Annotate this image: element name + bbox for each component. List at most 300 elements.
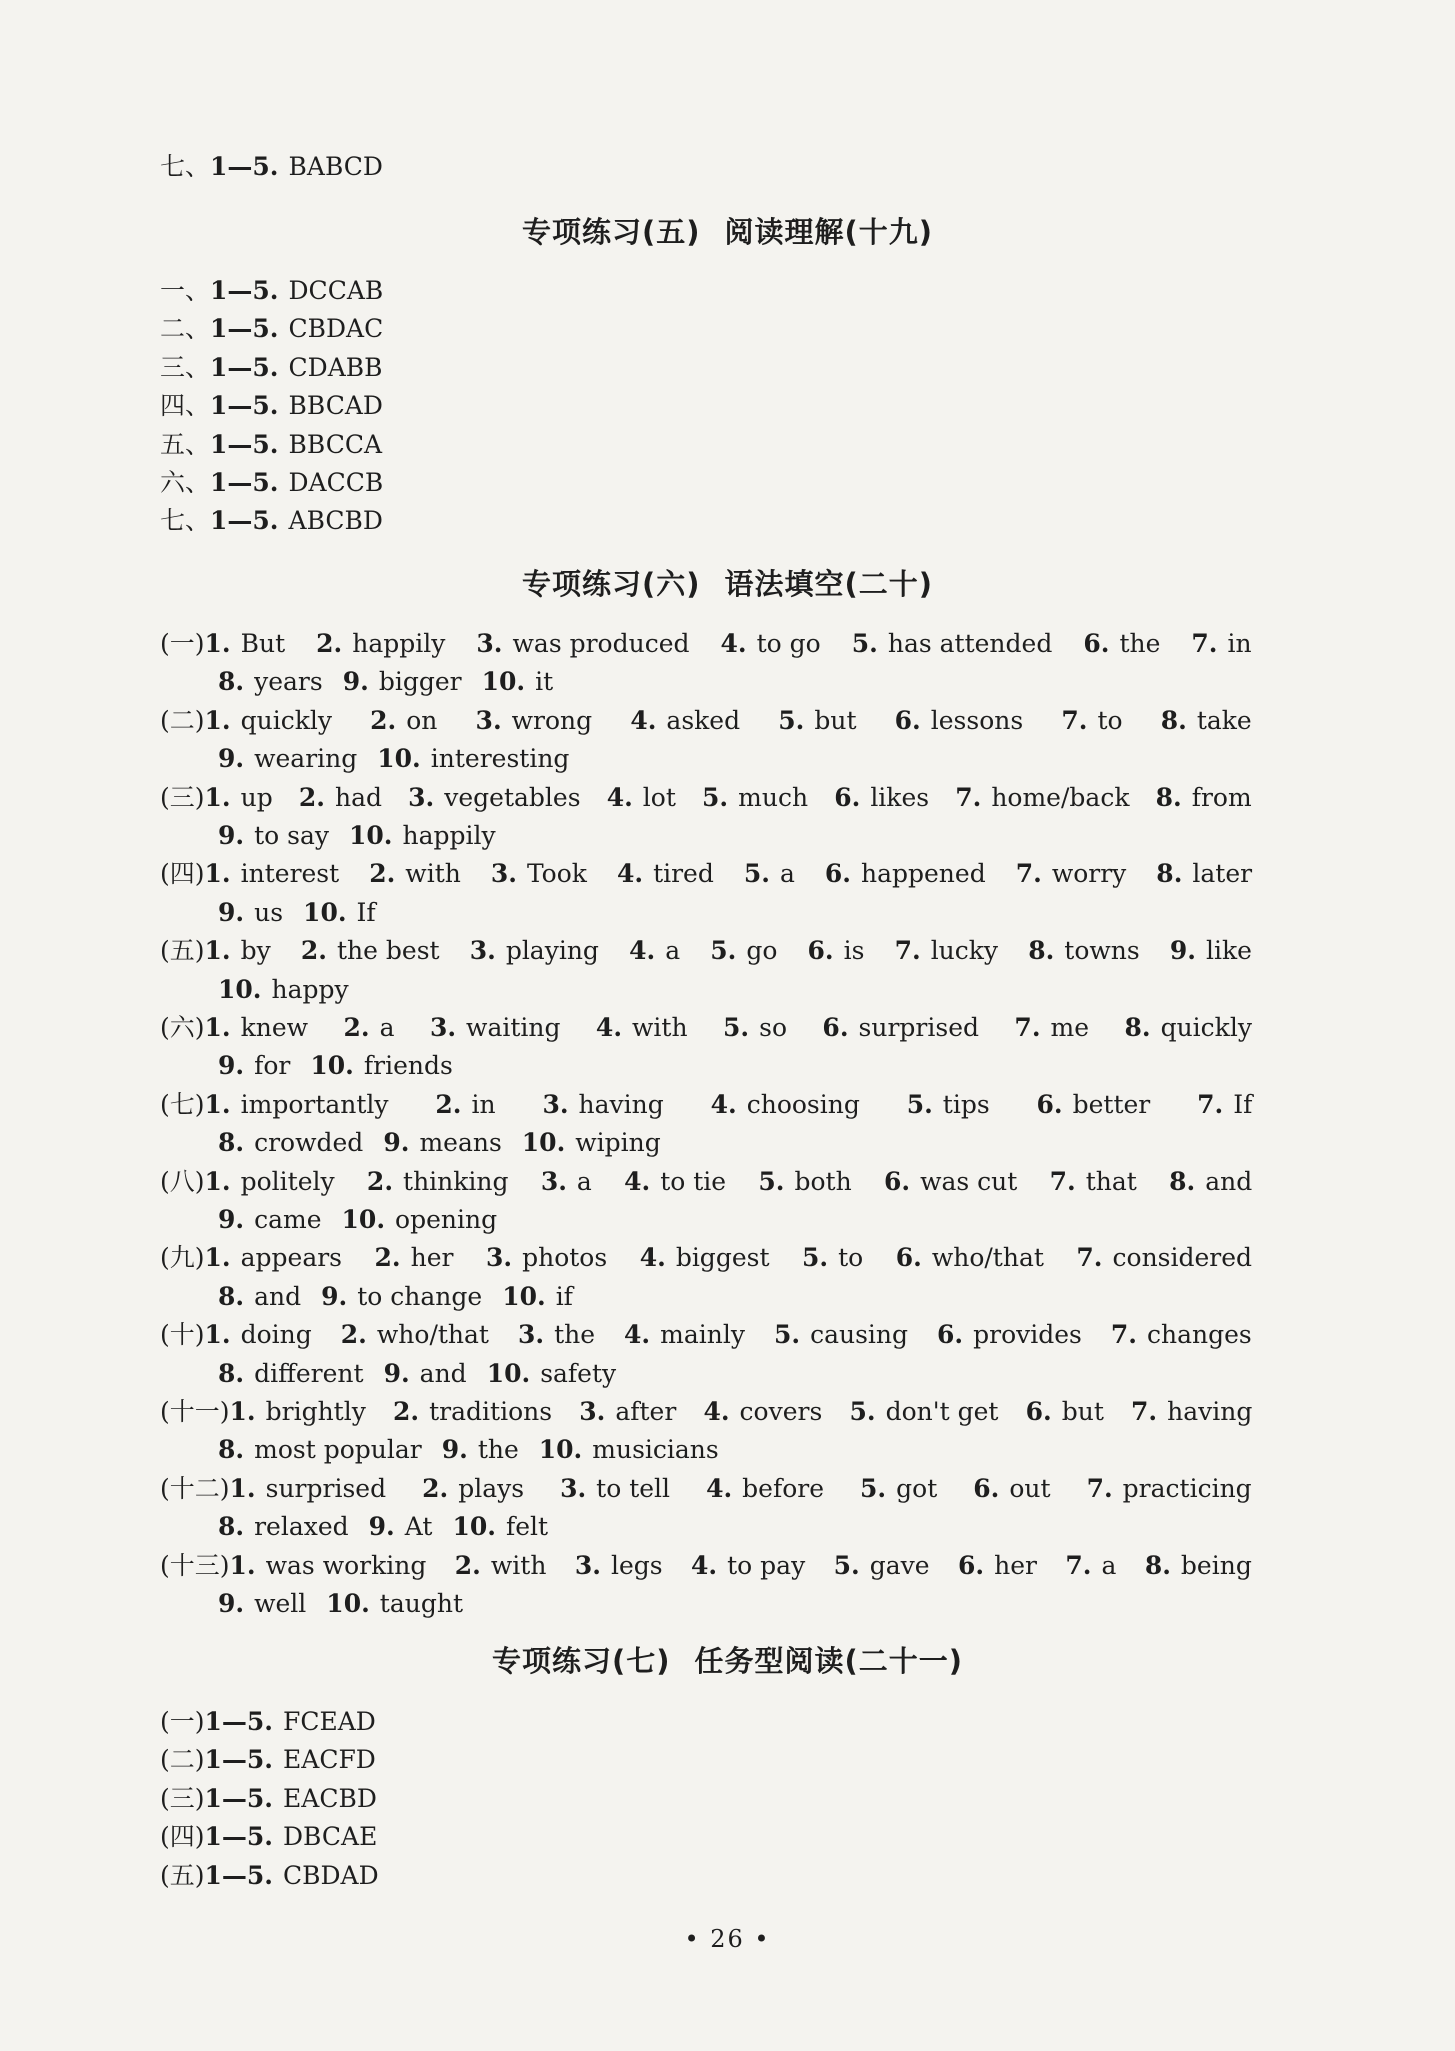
item-number: 4.	[720, 629, 747, 658]
item-answer: got	[896, 1473, 938, 1503]
item-answer: relaxed	[254, 1512, 349, 1542]
answer-item	[383, 1128, 501, 1157]
answer: BBCCA	[288, 429, 383, 459]
answer-line	[218, 740, 589, 778]
answer-line	[160, 1547, 1272, 1585]
answer-item	[205, 859, 340, 888]
item-answer: happy	[271, 974, 349, 1004]
item-number: 9.	[218, 821, 245, 850]
item-answer: to	[1097, 705, 1123, 735]
item-number: 3.	[408, 782, 435, 812]
item-answer: in	[471, 1089, 496, 1119]
answer-item	[205, 1090, 389, 1119]
answer-item	[218, 1205, 322, 1234]
item-number: 8.	[1144, 1550, 1171, 1580]
answer-item	[205, 1243, 343, 1272]
answer-item	[895, 706, 1024, 735]
item-number: 8.	[1124, 1013, 1151, 1042]
answer-line	[160, 502, 383, 540]
answer-item	[341, 1320, 489, 1349]
item-answer: to say	[254, 821, 330, 850]
answer: DACCB	[288, 468, 384, 497]
answer-item	[1169, 1167, 1252, 1196]
item-answer: doing	[240, 1320, 312, 1350]
item-number: 4.	[595, 1013, 623, 1042]
item-number: 3.	[540, 1166, 567, 1196]
item-number: 6.	[1083, 629, 1110, 658]
item-answer: home/back	[991, 782, 1130, 812]
answer-item	[907, 1090, 990, 1119]
item-number: 6.	[883, 1166, 911, 1196]
item-number: 6.	[937, 1320, 964, 1350]
item-number: 8.	[1156, 859, 1183, 889]
answer: ABCBD	[288, 506, 383, 536]
item-number: 3.	[574, 1550, 601, 1580]
item-number: 1.	[204, 782, 231, 812]
answer-item	[691, 1551, 805, 1580]
item-answer: brightly	[265, 1397, 366, 1426]
item-answer: likes	[870, 782, 930, 812]
item-number: 2.	[422, 1473, 449, 1503]
answer-item	[711, 1090, 860, 1119]
group-label: (四)	[160, 859, 205, 889]
item-number: 5.	[758, 1166, 785, 1196]
line-label: 四、	[160, 391, 211, 421]
line-label: 三、	[160, 352, 211, 382]
answer-item	[205, 1320, 312, 1349]
item-number: 7.	[1065, 1550, 1092, 1580]
item-answer: with	[490, 1550, 547, 1580]
item-number: 3.	[560, 1473, 587, 1503]
answer-line	[218, 1508, 568, 1546]
item-number: 7.	[1191, 629, 1218, 658]
item-number: 5.	[849, 1397, 876, 1426]
range: 1—5.	[210, 314, 279, 344]
answer-item	[1131, 1397, 1252, 1426]
item-answer: the best	[337, 936, 440, 966]
item-answer: If	[356, 897, 376, 927]
group-label: (十三)	[160, 1550, 230, 1580]
answer-line	[160, 1741, 376, 1779]
answer-item	[349, 821, 496, 850]
item-answer: wrong	[511, 705, 593, 735]
item-answer: plays	[458, 1473, 525, 1503]
answer-line	[160, 779, 1272, 817]
item-number: 6.	[895, 1243, 922, 1273]
answer: CBDAD	[283, 1860, 379, 1890]
answer-item	[518, 1320, 595, 1349]
item-number: 10.	[521, 1128, 566, 1158]
answer-item	[774, 1320, 908, 1349]
item-answer: happily	[402, 821, 496, 850]
range: 1—5.	[210, 468, 279, 497]
item-answer: gave	[869, 1550, 930, 1580]
item-number: 10.	[303, 897, 347, 927]
item-number: 10.	[349, 821, 393, 850]
answer: FCEAD	[283, 1707, 376, 1736]
answer-item	[617, 859, 714, 888]
answer-item	[218, 1128, 363, 1157]
item-number: 10.	[341, 1205, 386, 1234]
item-answer: that	[1085, 1166, 1137, 1196]
answer-item	[896, 1243, 1044, 1272]
answer-item	[393, 1397, 552, 1426]
answer-line	[218, 1278, 593, 1316]
item-number: 7.	[1110, 1320, 1137, 1350]
answer-item	[1145, 1551, 1252, 1580]
item-number: 2.	[374, 1243, 401, 1273]
item-number: 8.	[1028, 936, 1055, 966]
answer-item	[344, 1013, 395, 1042]
item-answer: waiting	[466, 1013, 561, 1042]
answer-item	[491, 859, 587, 888]
item-number: 2.	[343, 1013, 370, 1042]
item-number: 7.	[894, 936, 921, 966]
item-answer: so	[759, 1013, 787, 1042]
item-number: 1.	[204, 859, 231, 889]
answer-line	[160, 426, 382, 464]
item-answer: quickly	[240, 705, 332, 735]
answer-item	[476, 629, 689, 658]
answer-item	[758, 1167, 851, 1196]
item-answer: to tie	[660, 1166, 727, 1196]
item-answer: wearing	[254, 744, 358, 774]
answer: BABCD	[288, 152, 383, 181]
item-number: 4.	[691, 1550, 718, 1580]
answer-item	[205, 1013, 309, 1042]
answer-item	[1050, 1167, 1137, 1196]
item-answer: choosing	[746, 1089, 860, 1119]
item-answer: biggest	[675, 1243, 770, 1273]
answer-line	[218, 663, 573, 701]
item-answer: who/that	[376, 1320, 489, 1350]
item-number: 7.	[1014, 1013, 1041, 1042]
answer-item	[1028, 936, 1140, 965]
item-number: 9.	[368, 1512, 395, 1542]
item-answer: a	[1101, 1550, 1117, 1580]
item-answer: the	[1119, 629, 1161, 658]
item-answer: having	[578, 1089, 664, 1119]
answer-item	[822, 1013, 979, 1042]
item-answer: in	[1227, 629, 1252, 658]
item-answer: with	[632, 1013, 688, 1042]
item-answer: photos	[522, 1243, 608, 1273]
item-number: 2.	[300, 936, 327, 966]
answer-line	[160, 1163, 1272, 1201]
item-answer: causing	[810, 1320, 909, 1350]
answer-item	[455, 1551, 547, 1580]
item-number: 1.	[204, 936, 231, 966]
item-number: 1.	[229, 1397, 256, 1426]
item-number: 6.	[957, 1550, 985, 1580]
item-answer: much	[738, 782, 809, 812]
answer-item	[703, 1397, 822, 1426]
item-number: 2.	[298, 782, 325, 812]
item-number: 6.	[1025, 1397, 1052, 1426]
item-answer: by	[240, 936, 271, 966]
item-number: 5.	[710, 936, 737, 966]
answer-item	[973, 1474, 1050, 1503]
item-number: 1.	[229, 1550, 256, 1580]
answer-item	[370, 706, 437, 735]
answer-item	[230, 1474, 387, 1503]
item-number: 7.	[1015, 859, 1042, 889]
item-answer: most popular	[254, 1435, 422, 1465]
item-number: 9.	[218, 897, 245, 927]
answer: DBCAE	[283, 1822, 378, 1852]
answer-line	[160, 349, 383, 387]
line-label: 二、	[160, 314, 211, 344]
item-number: 9.	[218, 744, 245, 774]
item-answer: musicians	[592, 1435, 719, 1465]
item-number: 3.	[476, 629, 503, 658]
item-number: 7.	[1086, 1473, 1113, 1503]
range: 1—5.	[204, 1745, 274, 1775]
answer-item	[825, 859, 986, 888]
item-answer: At	[404, 1512, 433, 1542]
item-answer: her	[994, 1550, 1037, 1580]
item-number: 5.	[743, 859, 770, 889]
answer-item	[482, 667, 554, 696]
item-answer: opening	[395, 1205, 498, 1234]
range: 1—5.	[210, 276, 279, 305]
answer-line	[160, 272, 383, 310]
item-answer: changes	[1147, 1320, 1252, 1350]
item-answer: the	[477, 1435, 519, 1465]
answer: CBDAC	[288, 314, 384, 344]
item-answer: safety	[540, 1358, 617, 1388]
item-answer: happened	[860, 859, 986, 889]
item-number: 4.	[606, 782, 633, 812]
answer-item	[303, 898, 376, 927]
section-title: 专项练习(七) 任务型阅读(二十一)	[491, 1644, 964, 1678]
answer-item	[218, 1359, 364, 1388]
answer-item	[375, 1243, 454, 1272]
answer-item	[624, 1167, 726, 1196]
item-number: 3.	[469, 936, 496, 966]
answer-line	[160, 1239, 1272, 1277]
answer-line	[160, 1703, 376, 1741]
answer-item	[895, 936, 998, 965]
item-answer: If	[1233, 1089, 1253, 1119]
item-number: 6.	[824, 859, 851, 889]
range: 1—5.	[204, 1822, 274, 1852]
item-answer: it	[535, 667, 554, 697]
group-label: (六)	[160, 1013, 205, 1042]
answer-item	[834, 783, 929, 812]
answer-item	[218, 1282, 301, 1311]
item-answer: surprised	[265, 1473, 387, 1503]
item-answer: covers	[739, 1397, 823, 1426]
item-answer: means	[419, 1128, 502, 1158]
line-label: (三)	[160, 1783, 205, 1813]
answer-item	[937, 1320, 1082, 1349]
item-number: 1.	[204, 629, 231, 658]
answer-item	[852, 629, 1053, 658]
item-answer: tips	[942, 1089, 990, 1119]
answer-item	[435, 1090, 495, 1119]
item-number: 1.	[204, 1320, 231, 1350]
item-answer: later	[1192, 859, 1253, 889]
item-answer: mainly	[660, 1320, 745, 1350]
answer-item	[476, 706, 593, 735]
answer-line	[160, 855, 1272, 893]
item-answer: thinking	[403, 1166, 509, 1196]
range: 1—5.	[210, 391, 279, 421]
item-number: 9.	[383, 1128, 410, 1158]
item-answer: with	[405, 859, 461, 889]
item-answer: lot	[642, 782, 676, 812]
item-number: 3.	[542, 1089, 569, 1119]
item-answer: up	[240, 782, 273, 812]
item-answer: after	[615, 1397, 677, 1426]
group-label: (五)	[160, 936, 205, 966]
item-number: 8.	[218, 1281, 245, 1311]
answer-item	[1156, 783, 1252, 812]
item-answer: happily	[352, 629, 446, 658]
group-label: (十)	[160, 1320, 205, 1350]
item-answer: Took	[526, 859, 587, 889]
answer-item	[849, 1397, 998, 1426]
answer-item	[706, 1474, 824, 1503]
answer-line	[160, 1393, 1272, 1431]
answer-item	[860, 1474, 937, 1503]
answer-item	[1083, 629, 1160, 658]
answer-item	[316, 629, 445, 658]
answer-line	[218, 894, 396, 932]
answer-item	[442, 1435, 519, 1464]
item-answer: provides	[973, 1320, 1082, 1350]
line-label: (五)	[160, 1860, 205, 1890]
answer-item	[369, 859, 461, 888]
answer-item	[539, 1435, 719, 1464]
answer-item	[218, 898, 283, 927]
answer-item	[560, 1474, 670, 1503]
item-answer: before	[742, 1473, 825, 1503]
answer-line	[160, 387, 383, 425]
item-number: 1.	[229, 1473, 256, 1503]
answer-item	[1016, 859, 1127, 888]
answer-item	[723, 1013, 787, 1042]
item-answer: was working	[265, 1550, 427, 1580]
answer-line	[218, 1355, 636, 1393]
item-number: 2.	[340, 1320, 367, 1350]
answer-line	[160, 310, 383, 348]
item-answer: if	[555, 1281, 573, 1311]
answer-item	[487, 1359, 616, 1388]
item-number: 4.	[629, 936, 656, 966]
answer-item	[808, 936, 865, 965]
answer-item	[522, 1128, 661, 1157]
item-answer: came	[254, 1205, 322, 1234]
range: 1—5.	[210, 152, 279, 181]
answer-item	[218, 1051, 290, 1080]
answer-item	[218, 821, 329, 850]
answer-item	[218, 667, 323, 696]
page-number: • 26 •	[684, 1925, 771, 1953]
item-number: 3.	[517, 1320, 545, 1350]
item-answer: crowded	[254, 1128, 364, 1158]
answer-item	[624, 1320, 745, 1349]
item-number: 3.	[490, 859, 517, 889]
answer-item	[218, 1435, 422, 1464]
answer-item	[834, 1551, 930, 1580]
answer: DCCAB	[288, 276, 384, 305]
answer-item	[1087, 1474, 1252, 1503]
range: 1—5.	[204, 1707, 274, 1736]
item-number: 9.	[218, 1589, 245, 1618]
item-number: 1.	[204, 1166, 231, 1196]
range: 1—5.	[210, 506, 279, 536]
item-number: 9.	[1169, 936, 1196, 966]
answer-line	[218, 817, 516, 855]
item-answer: vegetables	[444, 782, 581, 812]
answer-item	[367, 1167, 509, 1196]
answer-line	[160, 932, 1272, 970]
item-answer: quickly	[1160, 1013, 1252, 1042]
item-number: 9.	[218, 1051, 245, 1081]
answer-line	[160, 1780, 377, 1818]
item-number: 8.	[218, 1512, 245, 1542]
item-answer: who/that	[931, 1243, 1044, 1273]
group-label: (八)	[160, 1166, 205, 1196]
item-number: 5.	[833, 1550, 860, 1580]
item-number: 4.	[703, 1397, 730, 1426]
item-answer: having	[1167, 1397, 1253, 1426]
item-number: 6.	[822, 1013, 849, 1042]
item-answer: to tell	[596, 1473, 671, 1503]
item-answer: interesting	[430, 744, 570, 774]
item-number: 6.	[807, 936, 834, 966]
item-answer: well	[254, 1589, 307, 1618]
item-number: 7.	[1076, 1243, 1103, 1273]
item-answer: for	[254, 1051, 291, 1081]
item-answer: worry	[1051, 859, 1127, 889]
item-number: 1.	[204, 1243, 231, 1273]
item-answer: go	[746, 936, 778, 966]
item-answer: to change	[357, 1281, 483, 1311]
item-answer: towns	[1064, 936, 1140, 966]
answer-line	[160, 1818, 377, 1856]
item-answer: was produced	[512, 629, 690, 658]
item-number: 2.	[393, 1397, 420, 1426]
item-number: 5.	[802, 1243, 829, 1273]
item-number: 10.	[502, 1281, 546, 1311]
answer-line	[160, 1316, 1272, 1354]
item-number: 3.	[429, 1013, 457, 1042]
answer-item	[541, 1167, 592, 1196]
answer-line	[218, 1431, 739, 1469]
answer-item	[958, 1551, 1037, 1580]
answer-item	[299, 783, 382, 812]
answer-item	[452, 1512, 548, 1541]
answer-item	[778, 706, 856, 735]
item-number: 8.	[218, 1435, 245, 1465]
item-number: 2.	[370, 705, 397, 735]
item-answer: out	[1009, 1473, 1051, 1503]
range: 1—5.	[204, 1783, 274, 1813]
answer: BBCAD	[288, 391, 383, 421]
item-number: 2.	[316, 629, 343, 658]
item-number: 1.	[204, 1089, 231, 1119]
line-label: 七、	[160, 152, 211, 181]
answer-line	[218, 1047, 473, 1085]
item-number: 4.	[624, 1166, 651, 1196]
answer-item	[321, 1282, 482, 1311]
line-label: 一、	[160, 276, 211, 305]
answer-item	[205, 936, 271, 965]
item-number: 5.	[773, 1320, 801, 1350]
